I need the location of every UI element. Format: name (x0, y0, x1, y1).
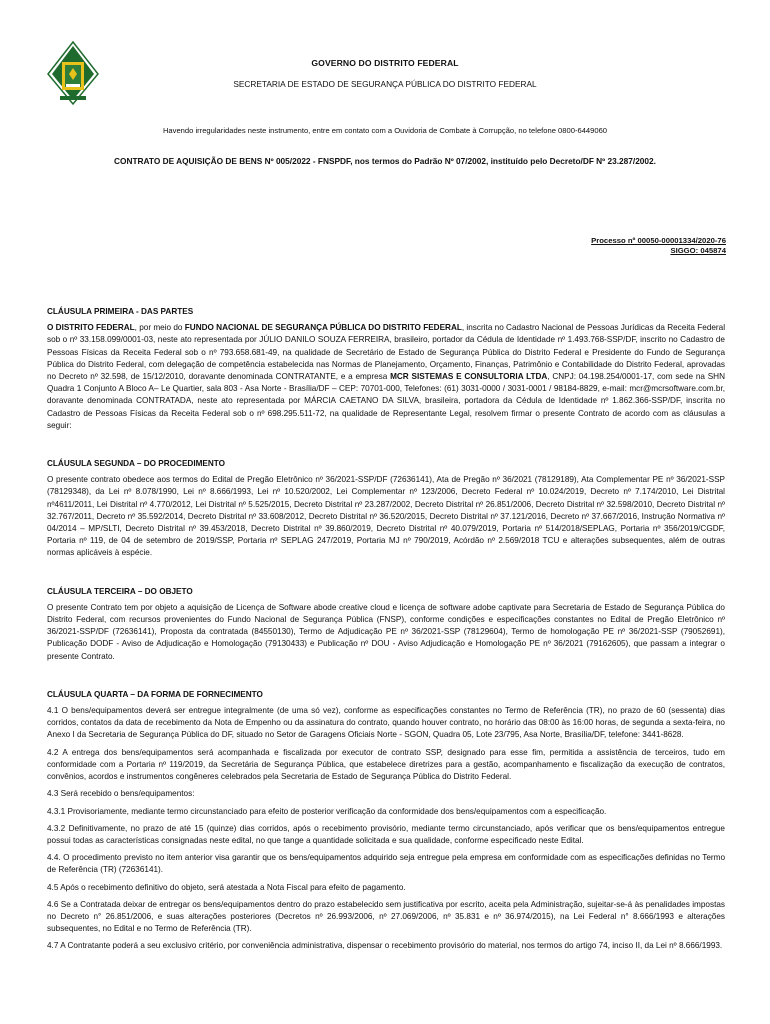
clausula-terceira-heading: CLÁUSULA TERCEIRA – DO OBJETO (47, 586, 193, 596)
party-mcr-sistemas: MCR SISTEMAS E CONSULTORIA LTDA (390, 372, 548, 382)
brasao-distrito-federal-icon (40, 40, 106, 106)
document-body (47, 306, 725, 958)
party-fundo-nacional: FUNDO NACIONAL DE SEGURANÇA PÚBLICA DO DISTRITO FEDERAL (184, 323, 462, 333)
item-4-6: 4.6 Se a Contratada deixar de entregar os bens/equipamentos dentro do prazo estabelecido sem justificativa por escrito, aceita pela Administração, sujeitar-se-á às penalidades impostas no Decreto n° 26.851/2006, e suas alterações posteriores (Decretos nº 26.993/2006, nº 27.069/2006, nº 35.831 e nº 36.974/2015), na Lei Federal n° 8.666/1993 e alterações subsequentes, no Edital e no Termo de Referência (TR). (47, 899, 725, 934)
contract-title: CONTRATO DE AQUISIÇÃO DE BENS Nº 005/2022 - FNSPDF, nos termos do Padrão Nº 07/2002, instituído pelo Decreto/DF Nº 23.287/2002. (114, 156, 656, 166)
item-4-7: 4.7 A Contratante poderá a seu exclusivo critério, por conveniência administrativa, dispensar o recebimento provisório do material, nos termos do artigo 74, inciso II, da Lei nº 8.666/1993. (47, 941, 723, 951)
clausula-quarta-heading: CLÁUSULA QUARTA – DA FORMA DE FORNECIMENTO (47, 689, 263, 699)
government-title: GOVERNO DO DISTRITO FEDERAL (311, 58, 459, 68)
clausula-primeira-part2: , inscrita no Cadastro Nacional de Pessoas Jurídicas da Receita Federal sob o nº 33.158.099/0001-03, neste ato representada por JÚLIO DANILO SOUZA FERREIRA, brasileiro, portador da Cédula de Identidade nº 1.493.768-SSP/DF, inscrito no Cadastro de Pessoas Físicas da Receita Federal sob o nº 793.658.681-49, na qualidade de Secretário de Estado de Segurança Pública do Distrito Federal e Presidente do Fundo de Segurança Pública do Distrito Federal, com delegação de competência estabelecida nas Normas de Planejamento, Orçamento, Finanças, Patrimônio e Contabilidade do Distrito Federal, aprovadas no Decreto nº 32.598, de 15/12/2010, doravante denominada CONTRATANTE, e a empresa (47, 323, 726, 382)
siggo-number: SIGGO: 045874 (670, 246, 726, 255)
item-4-3-1: 4.3.1 Provisoriamente, mediante termo circunstanciado para efeito de posterior verificação da conformidade dos bens/equipamentos com a especificação. (47, 806, 607, 816)
party-distrito-federal: O DISTRITO FEDERAL (47, 323, 135, 333)
clausula-segunda-text: O presente contrato obedece aos termos do Edital de Pregão Eletrônico nº 36/2021-SSP/DF (72636141), Ata de Pregão nº 36/2021 (78129189), Ata Complementar PE nº 36/2021-SSP (78129348), da Lei nº 8.078/1990, Lei nº 8.666/1993, Lei nº 10.520/2002, Lei Complementar nº 123/2006, Decreto Federal nº 10.024/2019, Decreto nº 7.174/2010, Lei Distrital nº4611/2011, Lei Distrital nº 4.770/2012, Lei Distrital nº 5.525/2015, Decreto Distrital nº 23.287/2002, Decreto Distrital nº 26.851/2006, Decreto Distrital nº 32.598/2010, Decreto Distrital nº 32.767/2011, Decreto nº 35.592/2014, Decreto Distrital nº 33.608/2012, Decreto Distrital nº 36.520/2015, Decreto Distrital nº 37.121/2016, Decreto nº 37.667/2016, Instrução Normativa nº 04/2014 – MP/SLTI, Decreto Distrital nº 39.453/2018, Decreto Distrital nº 39.860/2019, Decreto Distrital nº 40.079/2019, Portaria nº 514/2018/SEPLAG, Portaria nº 356/2019/CGDF, Portaria nº 119, de 04 de setembro de 2019/SSP, Portaria nº SEPLAG 247/2019, Portaria MJ nº 790/2019, Acórdão nº 2.569/2018 TCU e alterações subsequentes, além de outras normas aplicáveis à espécie. (47, 475, 725, 558)
item-4-3-2: 4.3.2 Definitivamente, no prazo de até 15 (quinze) dias corridos, após o recebimento provisório, mediante termo circunstanciado, após verificar que os bens/equipamentos entregue possui todas as características consignadas neste edital, no que tange a quantidade solicitada e sua qualidade, conforme especificado neste Edital. (47, 823, 725, 845)
clausula-primeira-text (47, 322, 725, 432)
clausula-primeira-part1: , por meio do (134, 323, 185, 333)
ouvidoria-notice: Havendo irregularidades neste instrumento, entre em contato com a Ouvidoria de Combate à Corrupção, no telefone 0800-6449060 (162, 126, 608, 135)
clausula-terceira-text: O presente Contrato tem por objeto a aquisição de Licença de Software abode creative cloud e licença de software adobe captivate para Secretaria de Estado de Segurança Pública do Distrito Federal, com recursos provenientes do Fundo Nacional de Segurança Pública (FNSP), conforme condições e especificações constantes no Edital de Pregão Eletrônico nº 36/2021-SSP/DF (72636141), Proposta da contratada (84550130), Termo de Adjudicação PE nº 36/2021-SSP (78129604), Termo de homologação PE nº 36/2021-SSP (79052691), Publicação DODF - Aviso de Adjudicação e Homologação (79130433) e Publicação nº DOU - Aviso Adjudicação e Homologação PE nº 36/2021 (79162605), que passam a integrar o presente Contrato. (47, 602, 725, 661)
item-4-4: 4.4. O procedimento previsto no item anterior visa garantir que os bens/equipamentos adquirido seja entregue pela empresa em conformidade com as especificações definidas no Termo de Referência (TR) (72636141). (47, 853, 725, 875)
secretariat-title: SECRETARIA DE ESTADO DE SEGURANÇA PÚBLICA DO DISTRITO FEDERAL (233, 79, 537, 89)
clausula-segunda-heading: CLÁUSULA SEGUNDA – DO PROCEDIMENTO (47, 459, 226, 469)
item-4-1: 4.1 O bens/equipamentos deverá ser entregue integralmente (de uma só vez), conforme as especificações constantes no Termo de Referência (TR), no prazo de 60 (sessenta) dias corridos, contatos da data de recebimento da Nota de Empenho ou da assinatura do contrato, quando houver contrato, no horário das 08:00 às 16:00 horas, de segunda a sexta-feira, no Anexo I da Secretaria de Segurança Pública do DF, situado no Setor de Garagens Oficiais Norte - SGON, Quadra 05, Lote 23/795, Asa Norte, Brasília/DF, telefone: 3441-8628. (47, 706, 725, 740)
clausula-primeira-part3: , CNPJ: 04.198.254/0001-17, com sede na SHN Quadra 1 Conjunto A Bloco A– Le Quartier, sala 803 - Asa Norte - Brasília/DF – CEP: 70701-000, Telefones: (61) 3031-0000 / 3031-0001 / 98184-8829, e-mail: mcr@mcrsoftware.com.br, doravante denominada CONTRATADA, neste ato representada por MÁRCIA CAETANO DA SILVA, brasileira, portadora da Cédula de Identidade nº 1.862.366-SSP/DF, inscrita no Cadastro de Pessoas Físicas da Receita Federal sob o nº 698.295.511-72, na qualidade de Representante Legal, resolvem firmar o presente Contrato de acordo com as cláusulas a seguir: (47, 372, 725, 430)
item-4-5: 4.5 Após o recebimento definitivo do objeto, será atestada a Nota Fiscal para efeito de pagamento. (47, 882, 406, 892)
item-4-2: 4.2 A entrega dos bens/equipamentos será acompanhada e fiscalizada por executor de contrato SSP, designado para esse fim, permitida a assistência de terceiros, tudo em conformidade com a Portaria nº 119/2019, da Secretária de Segurança Pública, que estabelece diretrizes para a gestão, acompanhamento e fiscalização da execução de contratos, convênios, acordos e instrumentos congêneres celebrados pela Secretaria de Estado de Segurança Pública do Distrito Federal. (47, 747, 725, 782)
processo-block (591, 236, 726, 256)
processo-number: Processo nº 00050-00001334/2020-76 (591, 236, 726, 245)
clausula-primeira-heading: CLÁUSULA PRIMEIRA - DAS PARTES (47, 307, 194, 316)
item-4-3: 4.3 Será recebido o bens/equipamentos: (47, 789, 195, 799)
